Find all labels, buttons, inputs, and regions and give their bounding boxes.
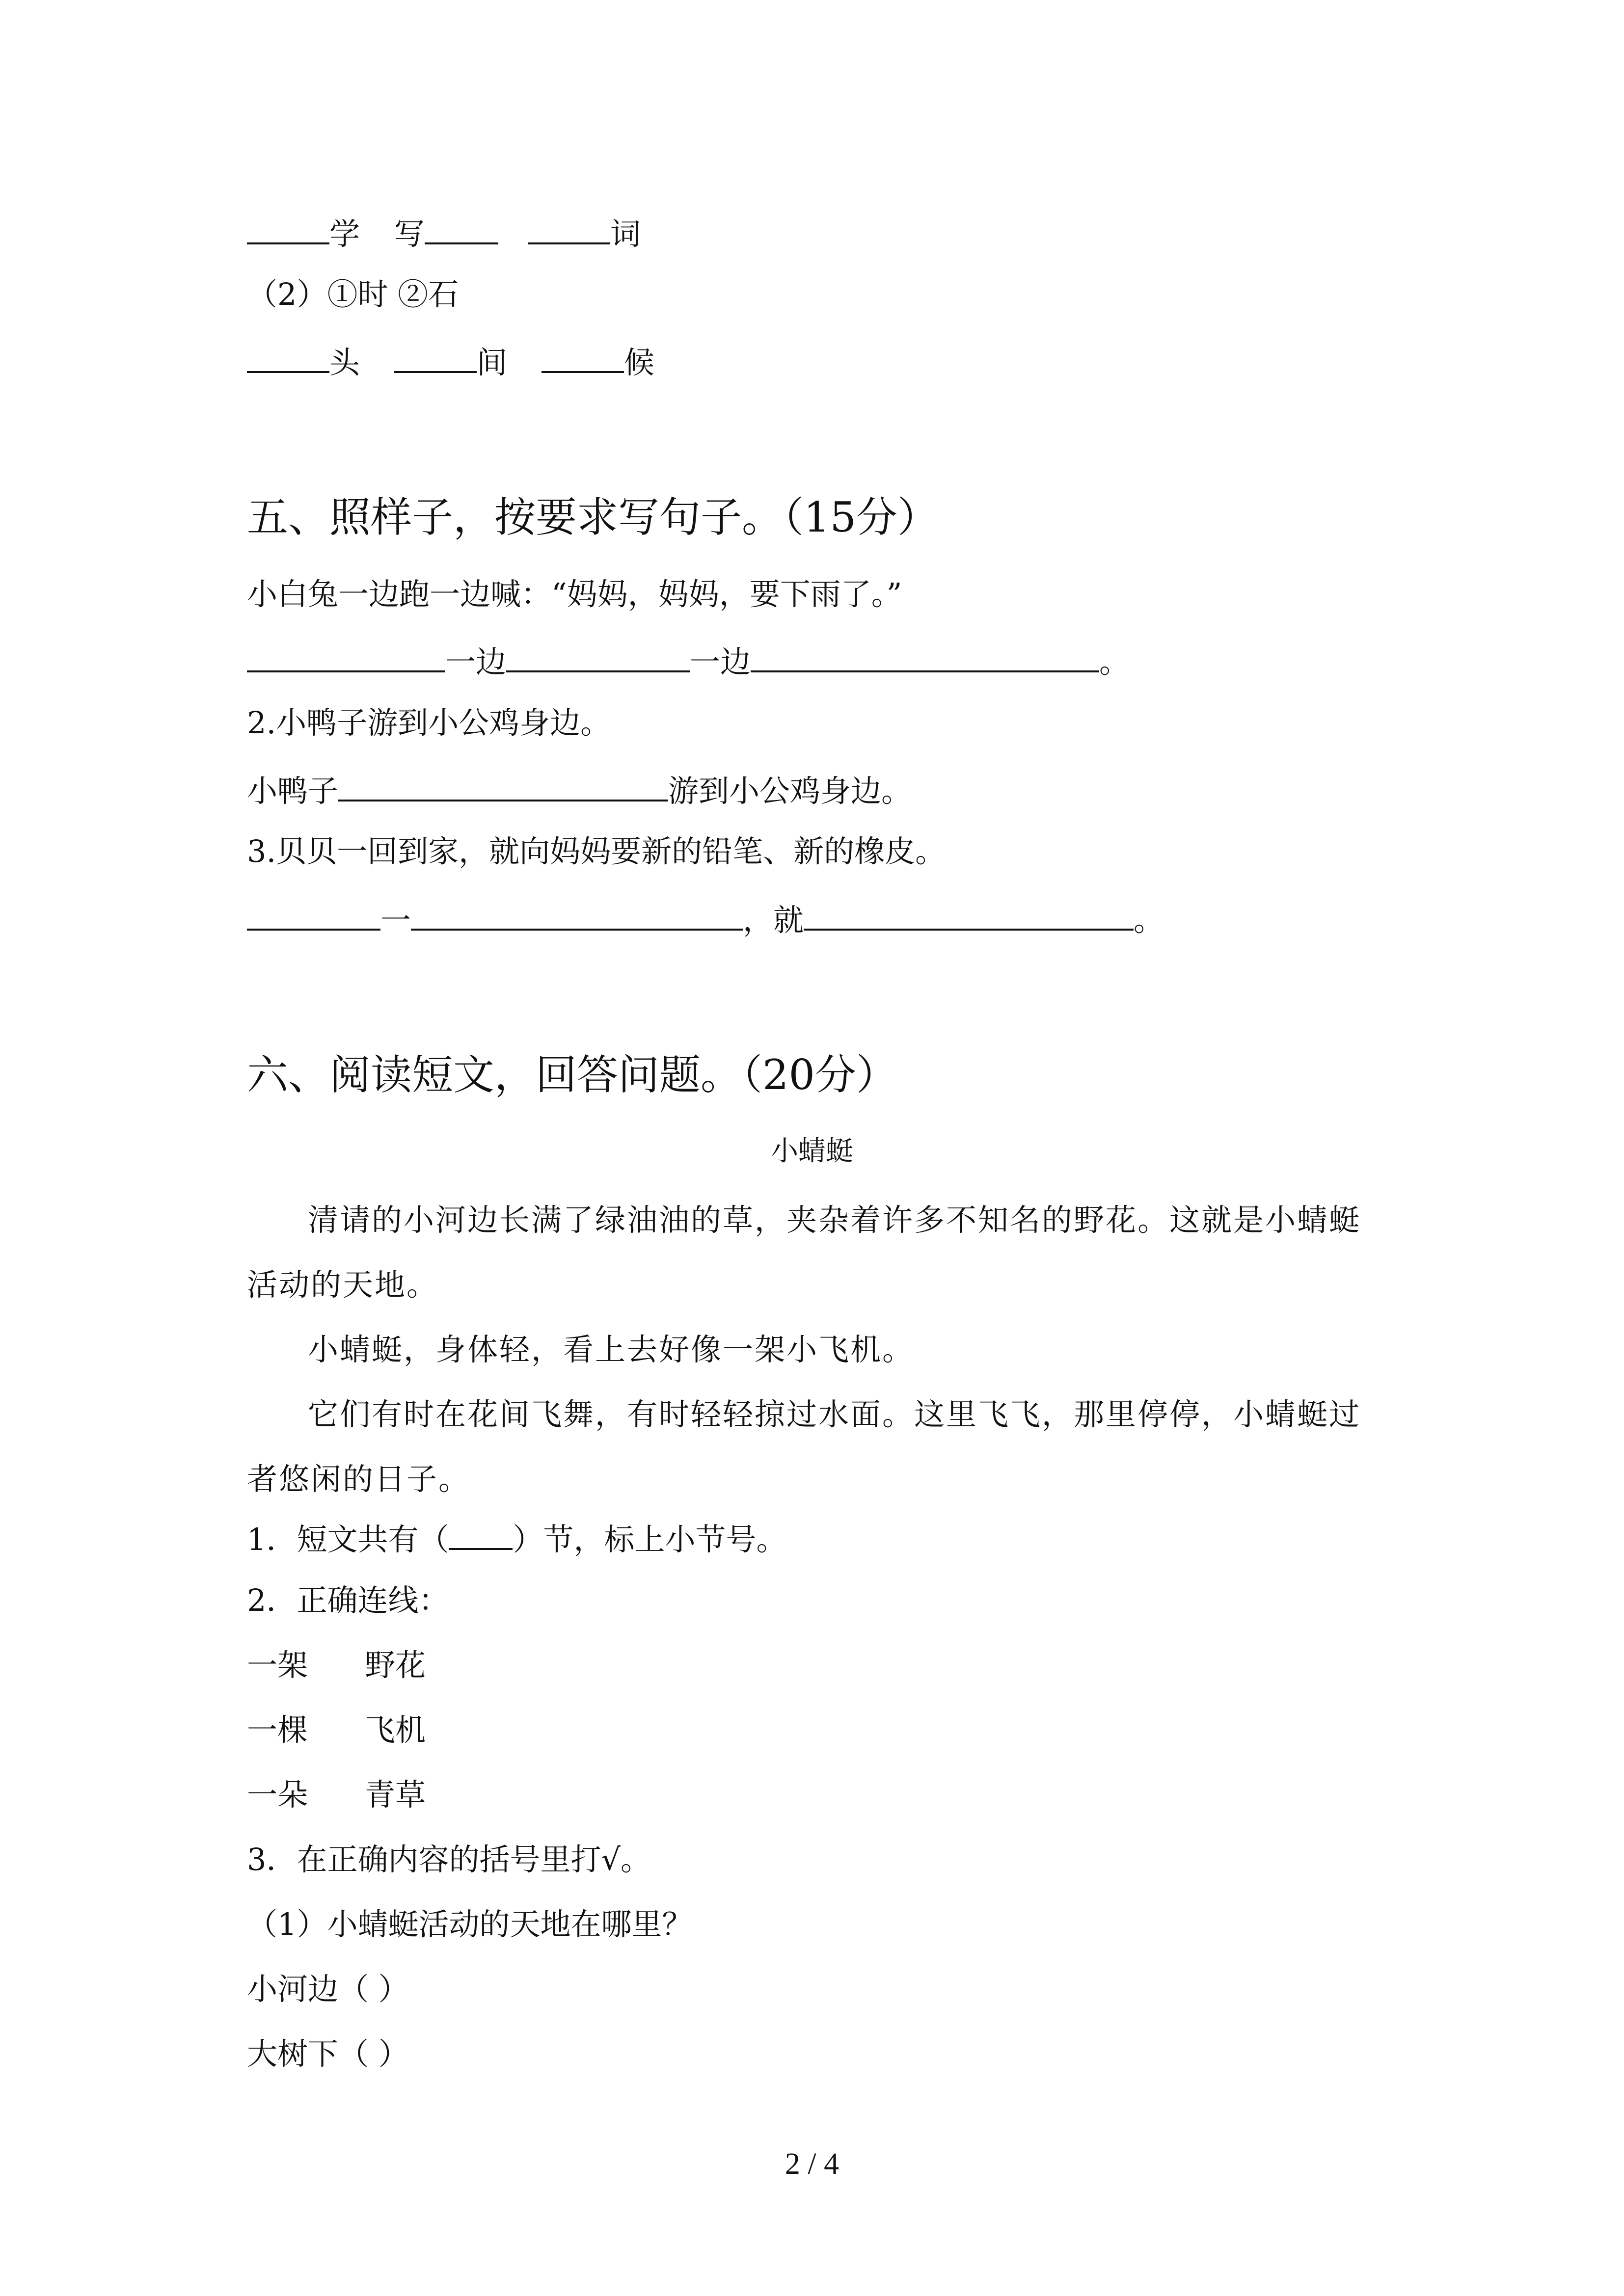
blank[interactable] bbox=[449, 1521, 513, 1550]
question-3-sentence: 3.贝贝一回到家，就向妈妈要新的铅笔、新的橡皮。 bbox=[247, 833, 946, 869]
match-left[interactable]: 一朵 bbox=[247, 1777, 308, 1813]
option[interactable]: 小河边（ ） bbox=[247, 1971, 409, 2007]
question-3: 3．在正确内容的括号里打√。 bbox=[247, 1842, 651, 1877]
word: 头 bbox=[329, 345, 360, 380]
passage-paragraph: 小蜻蜓，身体轻，看上去好像一架小飞机。 bbox=[308, 1332, 915, 1367]
blank[interactable] bbox=[751, 643, 1099, 672]
fill-text: 一边 bbox=[690, 644, 751, 680]
passage-paragraph: 清请的小河边长满了绿油油的草，夹杂着许多不知名的野花。这就是小蜻蜓活动的天地。 bbox=[247, 1202, 1361, 1303]
blank[interactable] bbox=[247, 215, 329, 244]
word: 学 bbox=[329, 216, 360, 252]
word: 间 bbox=[477, 345, 508, 380]
blank[interactable] bbox=[247, 344, 329, 373]
match-right[interactable]: 青草 bbox=[365, 1777, 426, 1813]
fill-line-3 bbox=[247, 901, 1164, 938]
fill-line-2 bbox=[247, 772, 912, 809]
blank[interactable] bbox=[247, 643, 445, 672]
fill-text: ，就 bbox=[743, 902, 804, 938]
word: 写 bbox=[394, 216, 425, 252]
match-pair[interactable] bbox=[247, 1712, 426, 1748]
option[interactable]: 大树下（ ） bbox=[247, 2036, 409, 2072]
blank[interactable] bbox=[528, 215, 610, 244]
section-6-heading: 六、阅读短文，回答问题。（20分） bbox=[247, 1051, 897, 1099]
blank[interactable] bbox=[804, 901, 1134, 931]
page-number: 2 / 4 bbox=[785, 2147, 839, 2181]
question-2: 2．正确连线： bbox=[247, 1582, 449, 1618]
fill-text: 一边 bbox=[445, 644, 507, 680]
section-5-heading: 五、照样子，按要求写句子。（15分） bbox=[247, 493, 939, 541]
question-text: ）节，标上小节号。 bbox=[513, 1522, 787, 1557]
word: 候 bbox=[624, 345, 655, 380]
blank[interactable] bbox=[506, 643, 690, 672]
passage-paragraph: 它们有时在花间飞舞，有时轻轻掠过水面。这里飞飞，那里停停，小蜻蜓过者悠闲的日子。 bbox=[247, 1396, 1361, 1497]
match-right[interactable]: 野花 bbox=[365, 1647, 426, 1683]
example-sentence: 小白兔一边跑一边喊：“妈妈，妈妈，要下雨了。” bbox=[247, 576, 902, 612]
fill-line-1 bbox=[247, 643, 1130, 680]
blank[interactable] bbox=[338, 772, 668, 801]
blank[interactable] bbox=[247, 901, 380, 931]
blank[interactable] bbox=[411, 901, 743, 931]
passage-title: 小蜻蜓 bbox=[771, 1135, 853, 1167]
match-left[interactable]: 一架 bbox=[247, 1647, 308, 1683]
fill-text: 。 bbox=[1099, 644, 1130, 680]
word-row-2 bbox=[247, 344, 654, 378]
fill-text: 一 bbox=[380, 902, 411, 938]
match-pair[interactable] bbox=[247, 1647, 426, 1683]
word: 词 bbox=[610, 216, 641, 252]
blank[interactable] bbox=[541, 344, 624, 373]
sub-question-label: （2）①时 ②石 bbox=[247, 276, 459, 312]
question-1 bbox=[247, 1521, 786, 1555]
match-left[interactable]: 一棵 bbox=[247, 1712, 308, 1748]
fill-text: 游到小公鸡身边。 bbox=[668, 773, 912, 809]
question-text: 1．短文共有（ bbox=[247, 1522, 449, 1557]
match-pair[interactable] bbox=[247, 1777, 426, 1813]
question-2-sentence: 2.小鸭子游到小公鸡身边。 bbox=[247, 705, 611, 741]
fill-text: 。 bbox=[1134, 902, 1164, 938]
blank[interactable] bbox=[425, 215, 498, 244]
blank[interactable] bbox=[394, 344, 477, 373]
word-row-1 bbox=[247, 215, 641, 252]
match-right[interactable]: 飞机 bbox=[365, 1712, 426, 1748]
fill-text: 小鸭子 bbox=[247, 773, 339, 809]
sub-question: （1）小蜻蜓活动的天地在哪里？ bbox=[247, 1906, 693, 1942]
